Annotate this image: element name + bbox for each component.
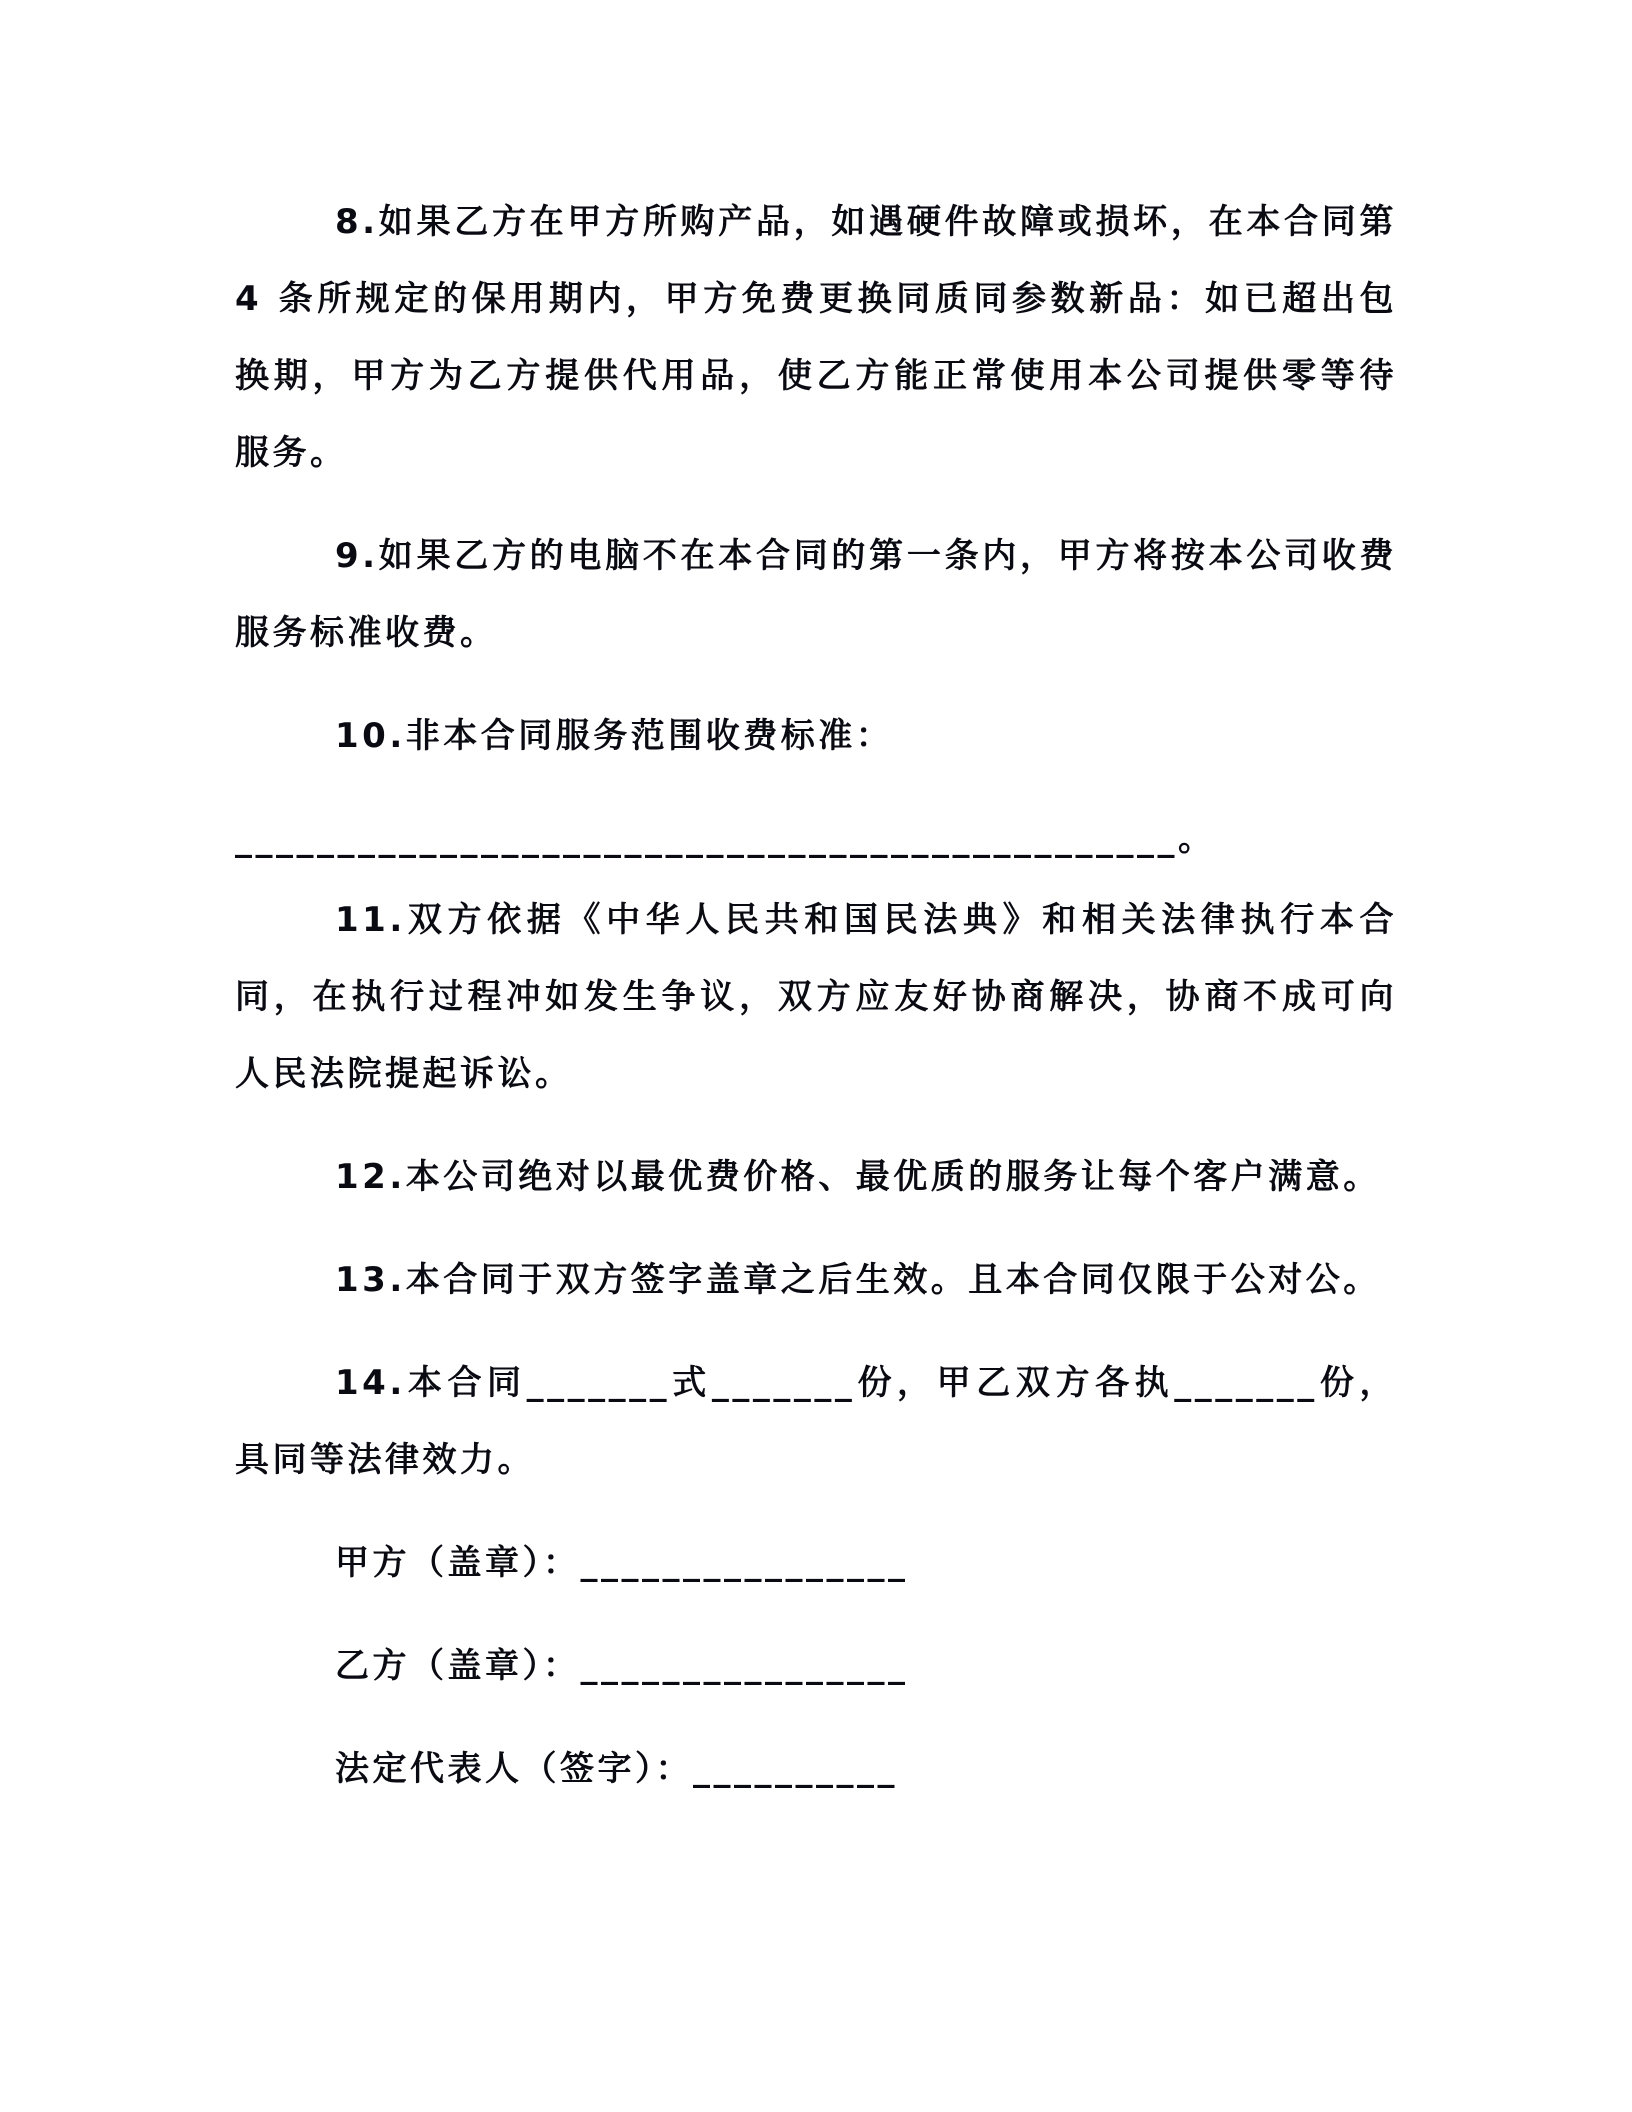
clause-14-paragraph: 14.本合同_______式_______份，甲乙双方各执_______份，具同等法律效力。 <box>235 1363 1397 1480</box>
clause-9-paragraph: 9.如果乙方的电脑不在本合同的第一条内，甲方将按本公司收费服务标准收费。 <box>235 536 1397 653</box>
signature-legal-representative-line: 法定代表人（签字）：__________ <box>335 1749 898 1789</box>
clause-10-fill-in-blank-line: ______________________________________________。 <box>235 819 1216 859</box>
signature-party-a-line: 甲方（盖章）：________________ <box>335 1543 909 1583</box>
clause-12-paragraph: 12.本公司绝对以最优费价格、最优质的服务让每个客户满意。 <box>335 1157 1381 1197</box>
clause-13-paragraph: 13.本合同于双方签字盖章之后生效。且本合同仅限于公对公。 <box>335 1260 1381 1300</box>
clause-11-paragraph: 11.双方依据《中华人民共和国民法典》和相关法律执行本合同，在执行过程冲如发生争议，双方应友好协商解决，协商不成可向人民法院提起诉讼。 <box>235 900 1397 1094</box>
signature-party-b-line: 乙方（盖章）：________________ <box>335 1646 909 1686</box>
clause-10-paragraph: 10.非本合同服务范围收费标准： <box>335 716 894 756</box>
clause-8-paragraph: 8.如果乙方在甲方所购产品，如遇硬件故障或损坏，在本合同第4 条所规定的保用期内，甲方免费更换同质同参数新品：如已超出包换期，甲方为乙方提供代用品，使乙方能正常使用本公司提供零等待服务。 <box>235 202 1397 473</box>
